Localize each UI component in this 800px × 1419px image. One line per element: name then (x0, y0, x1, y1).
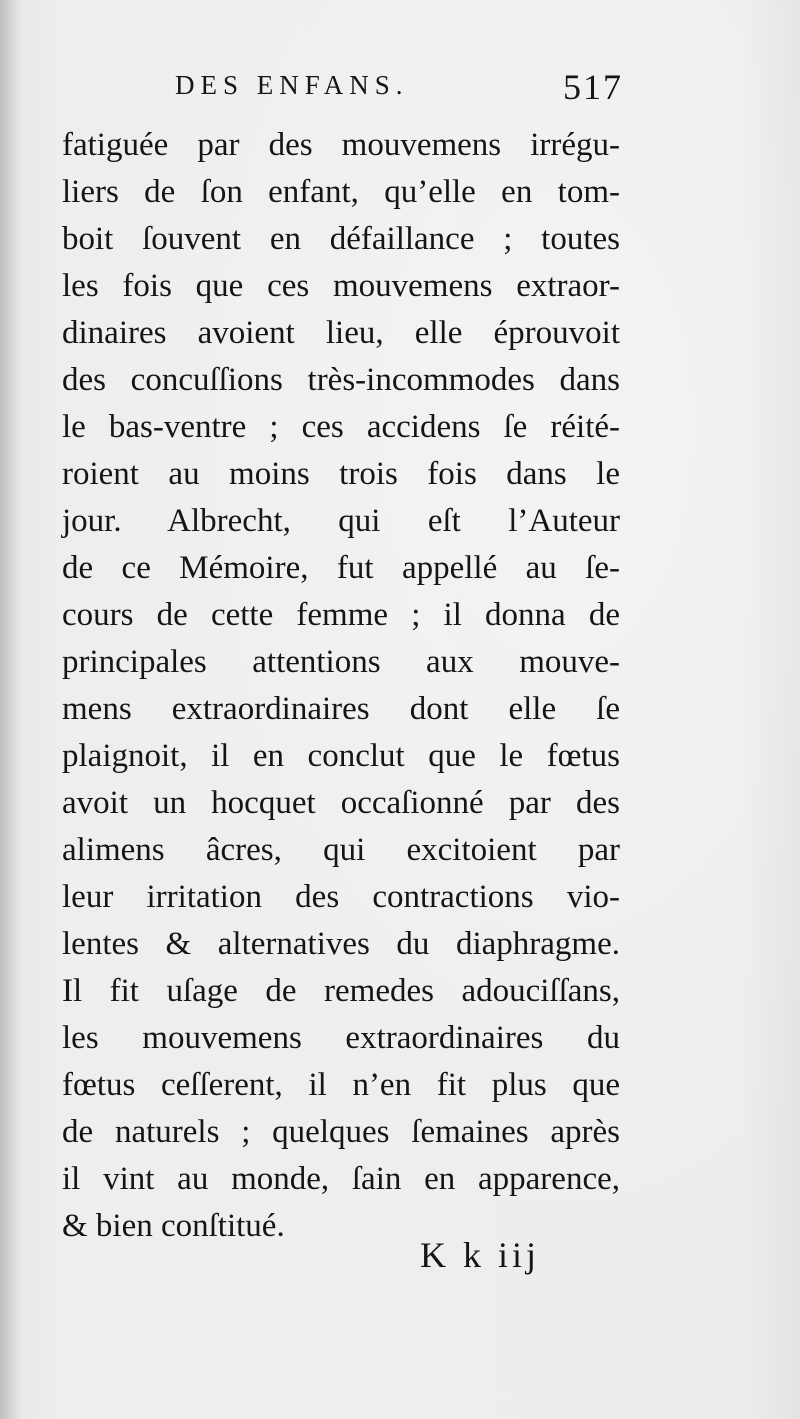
text-line: le bas-ventre ; ces accidens ſe réité- (62, 409, 620, 445)
text-line: alimens âcres, qui excitoient par (62, 832, 620, 868)
text-line: de ce Mémoire, fut appellé au ſe- (62, 550, 620, 586)
text-line: roient au moins trois fois dans le (62, 456, 620, 492)
text-line: lentes & alternatives du diaphragme. (62, 926, 620, 962)
text-line: les fois que ces mouvemens extraor- (62, 268, 620, 304)
text-line: cours de cette femme ; il donna de (62, 597, 620, 633)
page-number: 517 (563, 67, 623, 107)
text-line: il vint au monde, ſain en apparence, (62, 1161, 620, 1197)
text-line: principales attentions aux mouve- (62, 644, 620, 680)
text-line: liers de ſon enfant, qu’elle en tom- (62, 174, 620, 210)
binding-shadow (0, 0, 22, 1419)
text-line: les mouvemens extraordinaires du (62, 1020, 620, 1056)
text-line: fœtus ceſſerent, il n’en fit plus que (62, 1067, 620, 1103)
signature-mark: K k iij (420, 1235, 541, 1275)
text-line: boit ſouvent en défaillance ; toutes (62, 221, 620, 257)
text-line: des concuſſions très-incommodes dans (62, 362, 620, 398)
text-line: Il fit uſage de remedes adouciſſans, (62, 973, 620, 1009)
text-line: jour. Albrecht, qui eſt l’Auteur (62, 503, 620, 539)
text-line: leur irritation des contractions vio- (62, 879, 620, 915)
text-line: de naturels ; quelques ſemaines après (62, 1114, 620, 1150)
text-line-last: & bien conſtitué. (62, 1208, 285, 1244)
text-line: mens extraordinaires dont elle ſe (62, 691, 620, 727)
text-line: fatiguée par des mouvemens irrégu- (62, 127, 620, 163)
running-head (175, 66, 623, 116)
text-line: dinaires avoient lieu, elle éprouvoit (62, 315, 620, 351)
body-text (62, 122, 620, 1250)
text-line: avoit un hocquet occaſionné par des (62, 785, 620, 821)
text-line: plaignoit, il en conclut que le fœtus (62, 738, 620, 774)
running-title: DES ENFANS. (175, 70, 409, 100)
